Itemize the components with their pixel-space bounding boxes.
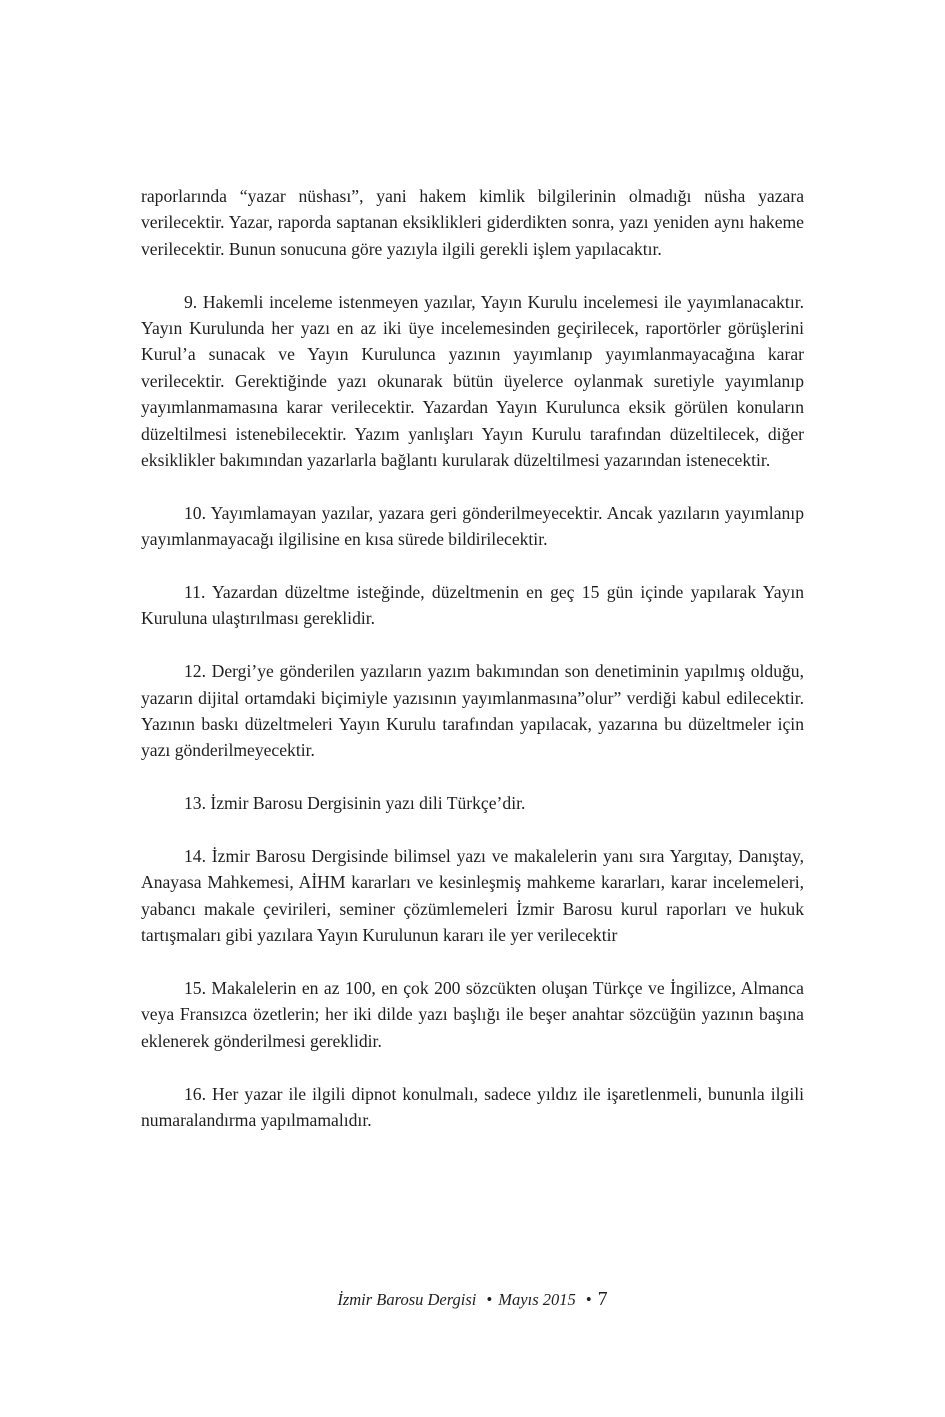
body-text	[141, 183, 804, 1134]
paragraph-item-10: 10. Yayımlamayan yazılar, yazara geri gönderilmeyecektir. Ancak yazıların yayımlanıp yayımlanmayacağı ilgilisine en kısa sürede bildirilecektir.	[141, 502, 804, 550]
page-footer	[0, 1288, 945, 1311]
footer-separator-2: •	[585, 1290, 592, 1309]
paragraph-continuation: raporlarında “yazar nüshası”, yani hakem kimlik bilgilerinin olmadığı nüsha yazara verilecektir. Yazar, raporda saptanan eksiklikleri giderdikten sonra, yazı yeniden aynı hakeme verilecektir. Bunun sonucuna göre yazıyla ilgili gerekli işlem yapılacaktır.	[141, 186, 804, 259]
paragraph-item-16: 16. Her yazar ile ilgili dipnot konulmalı, sadece yıldız ile işaretlenmeli, bununla ilgili numaralandırma yapılmamalıdır.	[141, 1083, 804, 1131]
page-number: 7	[597, 1288, 608, 1310]
paragraph-item-11: 11. Yazardan düzeltme isteğinde, düzeltmenin en geç 15 gün içinde yapılarak Yayın Kuruluna ulaştırılması gereklidir.	[141, 582, 804, 629]
paragraph-item-15: 15. Makalelerin en az 100, en çok 200 sözcükten oluşan Türkçe ve İngilizce, Almanca veya Fransızca özetlerin; her iki dilde yazı başlığı ile beşer anahtar sözcüğün yazının başına eklenerek gönderilmesi gereklidir.	[141, 978, 804, 1051]
footer-journal-title: İzmir Barosu Dergisi	[337, 1290, 477, 1309]
footer-separator-1: •	[486, 1290, 493, 1309]
paragraph-item-13: 13. İzmir Barosu Dergisinin yazı dili Türkçe’dir.	[184, 793, 526, 814]
paragraph-item-14: 14. İzmir Barosu Dergisinde bilimsel yazı ve makalelerin yanı sıra Yargıtay, Danıştay, Anayasa Mahkemesi, AİHM kararları ve kesinleşmiş mahkeme kararları, karar incelemeleri, yabancı makale çevirileri, seminer çözümlemeleri İzmir Barosu kurul raporları ve hukuk tartışmaları gibi yazılara Yayın Kurulunun kararı ile yer verilecektir	[141, 846, 804, 946]
footer-issue-date: Mayıs 2015	[498, 1290, 576, 1309]
paragraph-item-12: 12. Dergi’ye gönderilen yazıların yazım bakımından son denetiminin yapılmış olduğu, yazarın dijital ortamdaki biçimiyle yazısının yayımlanmasına”olur” verdiği kabul edilecektir. Yazının baskı düzeltmeleri Yayın Kurulu tarafından yapılacak, yazarına bu düzeltmeler için yazı gönderilmeyecektir.	[141, 661, 804, 761]
paragraph-item-9: 9. Hakemli inceleme istenmeyen yazılar, Yayın Kurulu incelemesi ile yayımlanacaktır. Yayın Kurulunda her yazı en az iki üye incelemesinden geçirilecek, raportörler görüşlerini Kurul’a sunacak ve Yayın Kurulunca yazının yayımlanıp yayımlanmayacağına karar verilecektir. Gerektiğinde yazı okunarak bütün üyelerce oylanmak suretiyle yayımlanıp yayımlanmamasına karar verilecektir. Yazardan Yayın Kurulunca eksik görülen konuların düzeltilmesi istenebilecektir. Yazım yanlışları Yayın Kurulu tarafından düzeltilecek, diğer eksiklikler bakımından yazarlarla bağlantı kurularak düzeltilmesi yazarından istenecektir.	[141, 291, 804, 471]
